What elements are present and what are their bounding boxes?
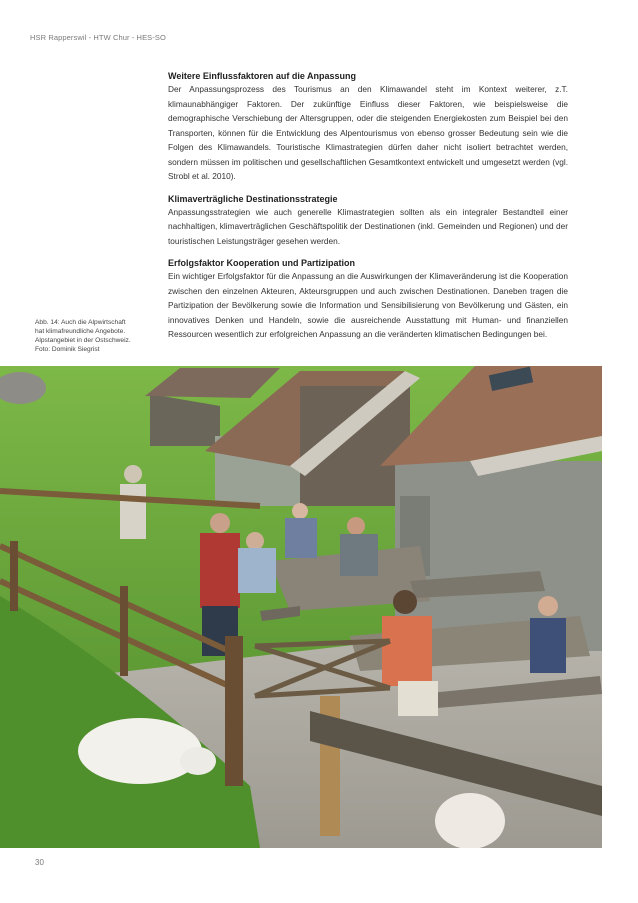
section-body: Ein wichtiger Erfolgsfaktor für die Anpassung an die Auswirkungen der Klimaveränderung ist die Kooperation zwischen den einzelnen Akteuren, Akteursgruppen und auch zwischen Destinationen. Daneben tragen die Partizipation der Bevölkerung sowie die Information und Sensibilisierung von Bevölkerung und Gästen, ein innovatives Denken und Handeln, sowie die ausreichende Ausstattung mit Human- und finanziellen Ressourcen wesentlich zur erfolgreichen Anpassung an die veränderten klimatischen Bedingungen bei. — [168, 271, 568, 339]
section-heading: Klimaverträgliche Destinationsstrategie — [168, 193, 338, 204]
running-header: HSR Rapperswil - HTW Chur - HES-SO — [30, 33, 166, 42]
section-body: Anpassungsstrategien wie auch generelle Klimastrategien sollten als ein integraler Bestandteil einer nachhaltigen, klimaverträglichen Geschäftspolitik der Destinationen (inkl. Gemeinden und Regionen) und der touristischen Leistungsträger gesehen werden. — [168, 206, 568, 246]
section-heading: Erfolgsfaktor Kooperation und Partizipation — [168, 258, 356, 268]
section-heading: Weitere Einflussfaktoren auf die Anpassung — [168, 71, 357, 81]
section-destinationsstrategie — [168, 194, 568, 249]
page-number: 30 — [35, 858, 44, 867]
alp-photo — [0, 366, 602, 848]
figure-caption: Abb. 14: Auch die Alpwirtschaft hat klimafreundliche Angebote. Alpstangebiet in der Ostschweiz. Foto: Dominik Siegrist — [35, 319, 131, 353]
section-einflussfaktoren — [168, 71, 568, 184]
section-body: Der Anpassungsprozess des Tourismus an den Klimawandel steht im Kontext weiterer, z.T. klimaunabhängiger Faktoren. Der zukünftige Einfluss dieser Faktoren, wie beispielsweise die demographische Verschiebung der Altersgruppen, oder die steigenden Energiekosten zum Beispiel bei den Transporten, können für die Entwicklung des Alpentourismus von ebenso grosser Bedeutung sein wie die Folgen des Klimawandels. Touristische Klimastrategien dürfen daher nicht isoliert betrachtet werden, sondern müssen im politischen und gesellschaftlichen Gesamtkontext entwickelt und umgesetzt werden (vgl. Strobl et al. 2010). — [168, 84, 568, 181]
main-text-column — [168, 71, 568, 352]
section-kooperation — [168, 258, 568, 342]
